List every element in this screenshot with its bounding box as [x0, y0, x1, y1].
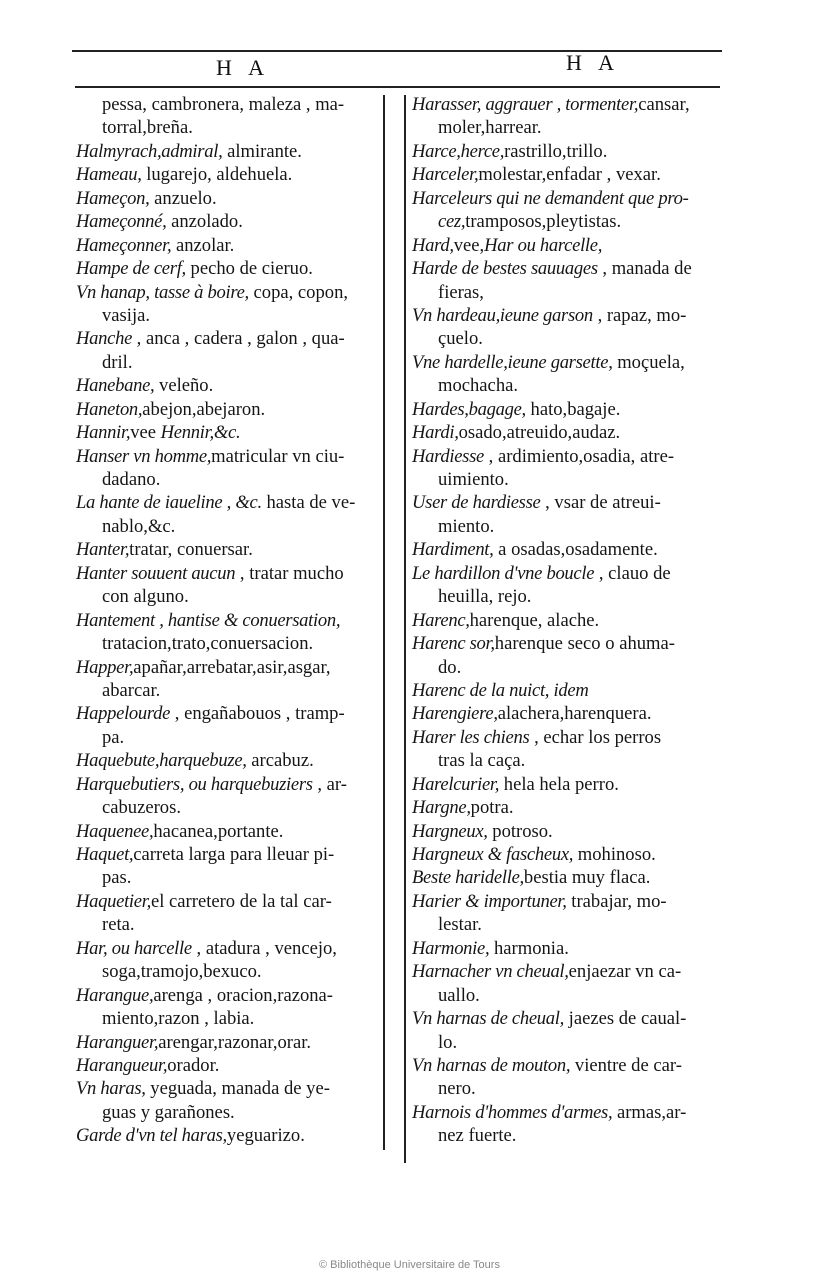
french-headword: Vn harnas de mouton,: [412, 1054, 571, 1076]
entry-line: [412, 304, 722, 327]
spanish-translation: abarcar.: [102, 679, 161, 701]
french-headword: Harnois d'hommes d'armes,: [412, 1101, 613, 1123]
french-headword: Le hardillon d'vne boucle: [412, 562, 595, 584]
entry-continuation-line: [412, 515, 722, 538]
entry-line: [76, 773, 386, 796]
french-headword: Hantement , hantise & conuersation,: [76, 609, 341, 631]
spanish-translation: lo.: [438, 1031, 458, 1053]
french-headword: Hargneux & fascheux,: [412, 844, 574, 865]
french-headword: Hanter souuent aucun: [76, 562, 236, 584]
french-headword: Happer,: [76, 656, 134, 678]
entry-line: [76, 843, 386, 866]
spanish-translation: vientre de car-: [570, 1054, 682, 1076]
spanish-translation: tramposos,pleytistas.: [465, 211, 622, 233]
spanish-translation: heuilla, rejo.: [438, 586, 532, 608]
french-headword: Hardes,bagage,: [412, 398, 526, 420]
entry-continuation-line: [76, 93, 386, 116]
entry-continuation-line: [76, 304, 386, 327]
entry-continuation-line: [412, 913, 722, 936]
entry-line: [412, 960, 722, 983]
french-headword: Hargne,: [412, 797, 471, 819]
french-headword: Harmonie,: [412, 937, 490, 959]
french-headword: Harce,herce,: [412, 140, 505, 162]
spanish-translation: , vsar de atreui-: [540, 492, 661, 514]
entry-line: [76, 187, 386, 210]
french-headword: Harquebutiers, ou harquebuziers: [76, 773, 313, 795]
spanish-translation: lugarejo, aldehuela.: [141, 164, 293, 186]
spanish-translation: , rapaz, mo-: [592, 304, 687, 326]
french-headword: Harangue,: [76, 984, 154, 1006]
entry-continuation-line: [76, 351, 386, 374]
spanish-translation: anzuelo.: [149, 187, 217, 209]
spanish-translation: vee: [130, 422, 161, 444]
french-headword: Harangueur,: [76, 1054, 168, 1076]
french-headword: Hard,: [412, 234, 454, 256]
spanish-translation: tratacion,trato,conuersacion.: [102, 633, 314, 655]
entry-line: [412, 796, 722, 819]
french-headword: Vn hanap, tasse à boire,: [76, 281, 249, 303]
spanish-translation: hasta de ve-: [261, 492, 356, 514]
right-running-header: H A: [566, 50, 621, 75]
entry-line: [412, 843, 722, 866]
entry-line: [76, 491, 386, 514]
spanish-translation: hato,bagaje.: [525, 398, 621, 420]
french-headword: Harceler,: [412, 164, 479, 186]
spanish-translation: , clauo de: [594, 562, 671, 584]
french-headword: Hardiesse: [412, 445, 485, 467]
french-headword: Harasser, aggrauer , tormenter,: [412, 94, 639, 115]
entry-line: [76, 398, 386, 421]
spanish-translation: harenque, alache.: [469, 609, 600, 631]
spanish-translation: , tratar mucho: [235, 562, 344, 584]
spanish-translation: dadano.: [102, 469, 161, 490]
spanish-translation: , manada de: [597, 258, 692, 280]
spanish-translation: harmonia.: [489, 937, 569, 959]
spanish-translation: pessa, cambronera, maleza , ma-: [102, 94, 345, 115]
entry-line: [76, 702, 386, 725]
french-headword: Hampe de cerf,: [76, 258, 186, 280]
french-headword: Hanter,: [76, 539, 130, 561]
french-headword: Hameau,: [76, 164, 142, 186]
spanish-translation: rastrillo,trillo.: [504, 140, 608, 162]
spanish-translation: tratar, conuersar.: [129, 539, 253, 561]
entry-continuation-line: [76, 726, 386, 749]
spanish-translation: dril.: [102, 351, 133, 373]
entry-line: [412, 679, 722, 702]
entry-line: [412, 140, 722, 163]
spanish-translation: matricular vn ciu-: [211, 445, 345, 467]
spanish-translation: potra.: [470, 797, 514, 819]
spanish-translation: harenque seco o ahuma-: [494, 633, 675, 655]
spanish-translation: hela hela perro.: [499, 773, 619, 795]
left-column: [76, 93, 386, 1148]
spanish-translation: miento,razon , labia.: [102, 1008, 255, 1030]
spanish-translation: potroso.: [487, 820, 553, 842]
entry-continuation-line: [412, 1124, 722, 1147]
spanish-translation: guas y garañones.: [102, 1101, 235, 1123]
entry-line: [412, 890, 722, 913]
french-headword: Vn hardeau,ieune garson: [412, 304, 593, 326]
french-headword: Harenc,: [412, 609, 470, 631]
spanish-translation: a osadas,osadamente.: [493, 539, 658, 561]
entry-continuation-line: [412, 116, 722, 139]
entry-line: [76, 445, 386, 468]
entry-line: [412, 234, 722, 257]
entry-continuation-line: [76, 796, 386, 819]
entry-line: [76, 890, 386, 913]
entry-line: [412, 562, 722, 585]
spanish-translation: nero.: [438, 1078, 476, 1100]
spanish-translation: anzolado.: [166, 211, 243, 233]
entry-line: [76, 538, 386, 561]
french-headword: Har ou harcelle,: [484, 234, 603, 256]
entry-continuation-line: [412, 210, 722, 233]
entry-line: [412, 421, 722, 444]
left-running-header: H A: [216, 55, 271, 80]
spanish-translation: cabuzeros.: [102, 797, 181, 819]
entry-continuation-line: [76, 679, 386, 702]
french-headword: Harceleurs qui ne demandent que pro-: [412, 187, 689, 209]
entry-line: [412, 726, 722, 749]
spanish-translation: arenga , oracion,razona-: [153, 984, 333, 1006]
entry-continuation-line: [76, 632, 386, 655]
entry-line: [76, 163, 386, 186]
spanish-translation: , ardimiento,osadia, atre-: [484, 445, 675, 467]
spanish-translation: anzolar.: [171, 234, 235, 256]
entry-continuation-line: [412, 1077, 722, 1100]
spanish-translation: pa.: [102, 726, 125, 748]
spanish-translation: mohinoso.: [573, 844, 656, 865]
entry-line: [412, 1101, 722, 1124]
french-headword: Vn harnas de cheual,: [412, 1008, 565, 1030]
spanish-translation: nablo,&c.: [102, 515, 176, 537]
spanish-translation: uallo.: [438, 984, 480, 1006]
entry-continuation-line: [76, 1007, 386, 1030]
spanish-translation: , engañabouos , tramp-: [170, 703, 345, 725]
spanish-translation: molestar,enfadar , vexar.: [478, 164, 661, 186]
entry-line: [76, 656, 386, 679]
entry-continuation-line: [76, 866, 386, 889]
entry-line: [76, 234, 386, 257]
spanish-translation: trabajar, mo-: [566, 890, 667, 912]
spanish-translation: nez fuerte.: [438, 1125, 517, 1147]
entry-continuation-line: [412, 984, 722, 1007]
entry-continuation-line: [76, 468, 386, 491]
spanish-translation: mochacha.: [438, 375, 519, 397]
french-headword: Halmyrach,admiral,: [76, 140, 223, 162]
spanish-translation: enjaezar vn ca-: [568, 961, 682, 983]
entry-line: [76, 210, 386, 233]
french-headword: Haquet,: [76, 844, 134, 865]
entry-line: [76, 609, 386, 632]
entry-continuation-line: [412, 374, 722, 397]
french-headword: Hameçon,: [76, 187, 150, 209]
entry-continuation-line: [412, 281, 722, 304]
spanish-translation: yeguarizo.: [226, 1125, 305, 1147]
entry-continuation-line: [412, 656, 722, 679]
spanish-translation: tras la caça.: [438, 750, 526, 772]
spanish-translation: miento.: [438, 515, 495, 537]
french-headword: Harenc de la nuict, idem: [412, 679, 589, 701]
entry-line: [412, 609, 722, 632]
entry-line: [412, 632, 722, 655]
spanish-translation: arengar,razonar,orar.: [158, 1031, 312, 1053]
spanish-translation: pas.: [102, 867, 132, 889]
entry-line: [76, 257, 386, 280]
entry-line: [412, 163, 722, 186]
entry-continuation-line: [76, 585, 386, 608]
entry-line: [76, 1054, 386, 1077]
spanish-translation: soga,tramojo,bexuco.: [102, 961, 262, 983]
entry-line: [76, 140, 386, 163]
french-headword: Hanser vn homme,: [76, 445, 212, 467]
spanish-translation: , echar los perros: [529, 726, 662, 748]
french-headword: User de hardiesse: [412, 492, 541, 514]
entry-continuation-line: [76, 913, 386, 936]
spanish-translation: lestar.: [438, 914, 482, 936]
entry-continuation-line: [412, 1031, 722, 1054]
entry-line: [412, 1007, 722, 1030]
french-headword: Hardiment,: [412, 539, 494, 561]
french-headword: La hante de iaueline , &c.: [76, 492, 262, 514]
entry-line: [412, 257, 722, 280]
spanish-translation: con alguno.: [102, 586, 189, 608]
spanish-translation: apañar,arrebatar,asir,asgar,: [133, 656, 331, 678]
spanish-translation: orador.: [167, 1054, 220, 1076]
french-headword: Harelcurier,: [412, 773, 500, 795]
spanish-translation: veleño.: [154, 375, 214, 397]
french-headword: Hameçonner,: [76, 234, 172, 256]
entry-line: [412, 866, 722, 889]
spanish-translation: abejon,abejaron.: [142, 398, 266, 420]
entry-continuation-line: [412, 749, 722, 772]
spanish-translation: almirante.: [222, 140, 302, 162]
french-headword: Hannir,: [76, 422, 131, 444]
french-headword: Haquebute,harquebuze,: [76, 750, 247, 772]
entry-line: [412, 445, 722, 468]
french-headword: cez,: [438, 211, 466, 233]
entry-continuation-line: [76, 1101, 386, 1124]
spanish-translation: yeguada, manada de ye-: [145, 1078, 330, 1100]
spanish-translation: alachera,harenquera.: [497, 703, 652, 725]
entry-line: [412, 937, 722, 960]
entry-continuation-line: [76, 960, 386, 983]
entry-line: [76, 1124, 386, 1147]
spanish-translation: , atadura , vencejo,: [191, 937, 337, 959]
entry-line: [412, 820, 722, 843]
spanish-translation: do.: [438, 656, 462, 678]
french-headword: Haquetier,: [76, 890, 151, 912]
entry-line: [76, 562, 386, 585]
spanish-translation: vee,: [453, 234, 485, 256]
french-headword: Hanche: [76, 328, 133, 350]
spanish-translation: , anca , cadera , galon , qua-: [132, 328, 345, 350]
french-headword: Hardi,: [412, 422, 459, 444]
spanish-translation: jaezes de caual-: [564, 1008, 687, 1030]
french-headword: Hennir,&c.: [160, 422, 241, 444]
entry-line: [412, 187, 722, 210]
entry-line: [76, 281, 386, 304]
french-headword: Harengiere,: [412, 703, 498, 725]
entry-line: [412, 773, 722, 796]
entry-continuation-line: [412, 585, 722, 608]
french-headword: Harde de bestes sauuages: [412, 258, 598, 280]
french-headword: Hargneux,: [412, 820, 488, 842]
spanish-translation: vasija.: [102, 304, 151, 326]
entry-continuation-line: [76, 515, 386, 538]
french-headword: Harier & importuner,: [412, 890, 567, 912]
entry-line: [412, 538, 722, 561]
spanish-translation: fieras,: [438, 281, 484, 303]
spanish-translation: bestia muy flaca.: [523, 867, 651, 889]
spanish-translation: hacanea,portante.: [153, 820, 284, 842]
french-headword: Harenc sor,: [412, 633, 495, 655]
header-rule: [75, 86, 720, 88]
entry-continuation-line: [412, 468, 722, 491]
entry-continuation-line: [76, 116, 386, 139]
spanish-translation: el carretero de la tal car-: [150, 890, 332, 912]
french-headword: Vn haras,: [76, 1078, 146, 1100]
spanish-translation: moçuela,: [612, 351, 685, 373]
entry-line: [412, 1054, 722, 1077]
spanish-translation: pecho de cieruo.: [185, 258, 313, 280]
french-headword: Hameçonné,: [76, 211, 167, 233]
entry-continuation-line: [412, 327, 722, 350]
french-headword: Garde d'vn tel haras,: [76, 1125, 227, 1147]
french-headword: Har, ou harcelle: [76, 937, 192, 959]
french-headword: Happelourde: [76, 703, 171, 725]
entry-line: [412, 491, 722, 514]
spanish-translation: arcabuz.: [246, 750, 314, 772]
spanish-translation: reta.: [102, 914, 135, 936]
entry-line: [76, 937, 386, 960]
spanish-translation: osado,atreuido,audaz.: [458, 422, 621, 444]
spanish-translation: carreta larga para lleuar pi-: [133, 844, 335, 865]
french-headword: Hanebane,: [76, 375, 155, 397]
entry-line: [412, 398, 722, 421]
french-headword: Vne hardelle,ieune garsette,: [412, 351, 613, 373]
spanish-translation: uimiento.: [438, 469, 509, 490]
spanish-translation: , ar-: [312, 773, 347, 795]
french-headword: Beste haridelle,: [412, 867, 524, 889]
spanish-translation: torral,breña.: [102, 117, 193, 139]
entry-line: [412, 351, 722, 374]
entry-line: [76, 820, 386, 843]
entry-line: [76, 421, 386, 444]
french-headword: Harer les chiens: [412, 726, 530, 748]
entry-line: [76, 984, 386, 1007]
top-rule: [72, 50, 722, 52]
spanish-translation: çuelo.: [438, 328, 483, 350]
right-column: [412, 93, 722, 1148]
entry-line: [412, 93, 722, 116]
copyright-footer: © Bibliothèque Universitaire de Tours: [319, 1259, 500, 1271]
spanish-translation: armas,ar-: [612, 1101, 687, 1123]
entry-line: [76, 327, 386, 350]
entry-line: [412, 702, 722, 725]
entry-line: [76, 1077, 386, 1100]
entry-line: [76, 374, 386, 397]
entry-line: [76, 1031, 386, 1054]
spanish-translation: cansar,: [638, 94, 690, 115]
french-headword: Haranguer,: [76, 1031, 159, 1053]
french-headword: Haquenee,: [76, 820, 154, 842]
french-headword: Harnacher vn cheual,: [412, 961, 569, 983]
spanish-translation: moler,harrear.: [438, 117, 542, 139]
right-column-rule: [404, 95, 406, 1163]
french-headword: Haneton,: [76, 398, 143, 420]
entry-line: [76, 749, 386, 772]
spanish-translation: copa, copon,: [248, 281, 349, 303]
